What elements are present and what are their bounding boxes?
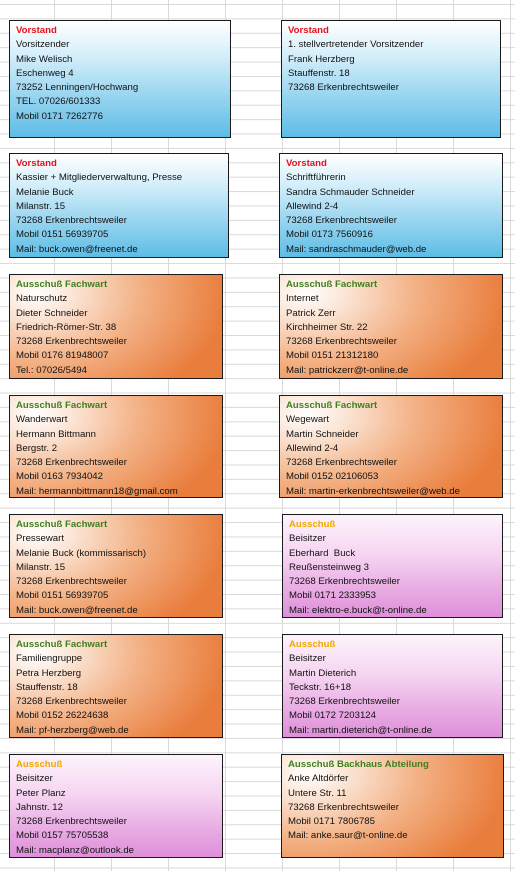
card-phone: TEL. 07026/601333 (16, 96, 101, 108)
card-heading: Vorstand (16, 158, 57, 169)
contact-card-kassier (9, 153, 229, 258)
card-mobile: Mobil 0176 81948007 (16, 350, 109, 362)
card-street: Kirchheimer Str. 22 (286, 321, 368, 333)
card-heading: Ausschuß (16, 759, 63, 770)
card-name: Martin Dieterich (289, 667, 357, 679)
card-street: Jahnstr. 12 (16, 801, 63, 813)
contact-card-wegewart (279, 395, 503, 498)
card-mobile: Mobil 0171 7262776 (16, 110, 103, 122)
card-street: Eschenweg 4 (16, 67, 74, 79)
card-name: Melanie Buck (kommissarisch) (16, 547, 147, 559)
card-email[interactable]: Mail: hermannbittmann18@gmail.com (16, 485, 178, 497)
card-street: Stauffenstr. 18 (16, 681, 78, 693)
contact-card-internet (279, 274, 503, 379)
card-heading: Ausschuß Fachwart (286, 400, 378, 411)
card-city: 73268 Erkenbrechtsweiler (286, 215, 397, 227)
contact-card-vorsitzender (9, 20, 231, 138)
card-email[interactable]: Mail: buck.owen@freenet.de (16, 604, 138, 616)
card-email[interactable]: Mail: pf-herzberg@web.de (16, 724, 129, 736)
card-heading: Vorstand (288, 25, 329, 36)
card-mobile: Mobil 0172 7203124 (289, 710, 376, 722)
card-name: Sandra Schmauder Schneider (286, 186, 415, 198)
card-heading: Ausschuß Fachwart (16, 400, 108, 411)
card-mobile: Mobil 0152 26224638 (16, 710, 109, 722)
card-role: Familiengruppe (16, 653, 83, 665)
card-city: 73268 Erkenbrechtsweiler (16, 336, 127, 348)
card-city: 73268 Erkenbrechtsweiler (288, 82, 399, 94)
card-street: Untere Str. 11 (288, 787, 347, 799)
card-name: Anke Altdörfer (288, 773, 349, 785)
card-role: 1. stellvertretender Vorsitzender (288, 39, 424, 51)
card-name: Dieter Schneider (16, 307, 88, 319)
contact-card-backhaus (281, 754, 504, 858)
card-street: Milanstr. 15 (16, 200, 66, 212)
card-street: Allewind 2-4 (286, 442, 339, 454)
card-role: Beisitzer (289, 533, 326, 545)
contact-card-beisitzer-planz (9, 754, 223, 858)
card-city: 73268 Erkenbrechtsweiler (16, 816, 127, 828)
card-email[interactable]: Mail: anke.saur@t-online.de (288, 830, 408, 842)
card-street: Bergstr. 2 (16, 442, 58, 454)
card-role: Schriftführerin (286, 172, 346, 184)
card-name: Melanie Buck (16, 186, 74, 198)
card-city: 73268 Erkenbrechtsweiler (16, 576, 127, 588)
card-heading: Ausschuß (289, 519, 336, 530)
card-city: 73268 Erkenbrechtsweiler (288, 801, 399, 813)
contact-card-wanderwart (9, 395, 223, 498)
card-heading: Ausschuß Fachwart (286, 279, 378, 290)
card-role: Internet (286, 293, 319, 305)
card-heading: Vorstand (286, 158, 327, 169)
card-mobile: Mobil 0163 7934042 (16, 471, 103, 483)
card-mobile: Mobil 0151 56939705 (16, 590, 109, 602)
card-city: 73268 Erkenbrechtsweiler (289, 696, 400, 708)
card-city: 73268 Erkenbrechtsweiler (286, 336, 397, 348)
card-email[interactable]: Mail: martin-erkenbrechtsweiler@web.de (286, 485, 460, 497)
card-heading: Vorstand (16, 25, 57, 36)
card-phone: Tel.: 07026/5494 (16, 364, 87, 376)
card-heading: Ausschuß Backhaus Abteilung (288, 759, 429, 770)
card-street: Reußensteinweg 3 (289, 561, 369, 573)
card-role: Wegewart (286, 414, 330, 426)
card-mobile: Mobil 0173 7560916 (286, 229, 373, 241)
card-street: Stauffenstr. 18 (288, 67, 350, 79)
card-name: Petra Herzberg (16, 667, 82, 679)
card-mobile: Mobil 0171 2333953 (289, 590, 376, 602)
card-city: 73268 Erkenbrechtsweiler (16, 696, 127, 708)
card-name: Mike Welisch (16, 53, 73, 65)
card-role: Vorsitzender (16, 39, 70, 51)
card-role: Naturschutz (16, 293, 68, 305)
card-mobile: Mobil 0151 56939705 (16, 229, 109, 241)
card-mobile: Mobil 0171 7806785 (288, 816, 375, 828)
card-name: Peter Planz (16, 787, 66, 799)
card-city: 73252 Lenningen/Hochwang (16, 82, 139, 94)
card-name: Hermann Bittmann (16, 428, 96, 440)
card-email[interactable]: Mail: macplanz@outlook.de (16, 844, 134, 856)
card-heading: Ausschuß (289, 639, 336, 650)
card-city: 73268 Erkenbrechtsweiler (16, 215, 127, 227)
card-role: Kassier + Mitgliederverwaltung, Presse (16, 172, 183, 184)
card-mobile: Mobil 0151 21312180 (286, 350, 379, 362)
card-city: 73268 Erkenbrechtsweiler (286, 457, 397, 469)
card-mobile: Mobil 0152 02106053 (286, 471, 379, 483)
card-role: Wanderwart (16, 414, 68, 426)
card-name: Frank Herzberg (288, 53, 355, 65)
contact-card-familiengruppe (9, 634, 223, 738)
card-role: Beisitzer (16, 773, 53, 785)
card-email[interactable]: Mail: martin.dieterich@t-online.de (289, 724, 433, 736)
contact-card-pressewart (9, 514, 223, 618)
contact-card-naturschutz (9, 274, 223, 379)
card-heading: Ausschuß Fachwart (16, 639, 108, 650)
contact-card-stellvertreter (281, 20, 501, 138)
card-name: Patrick Zerr (286, 307, 336, 319)
card-street: Teckstr. 16+18 (289, 681, 352, 693)
contact-card-beisitzer-buck (282, 514, 503, 618)
card-email[interactable]: Mail: patrickzerr@t-online.de (286, 364, 409, 376)
card-role: Beisitzer (289, 653, 326, 665)
card-name: Eberhard Buck (289, 547, 356, 559)
card-heading: Ausschuß Fachwart (16, 519, 108, 530)
card-name: Martin Schneider (286, 428, 359, 440)
contact-card-schriftfuehrerin (279, 153, 503, 258)
card-street: Allewind 2-4 (286, 200, 339, 212)
card-email[interactable]: Mail: elektro-e.buck@t-online.de (289, 604, 427, 616)
card-email[interactable]: Mail: buck.owen@freenet.de (16, 243, 138, 255)
card-heading: Ausschuß Fachwart (16, 279, 108, 290)
contact-card-beisitzer-dieterich (282, 634, 503, 738)
card-mobile: Mobil 0157 75705538 (16, 830, 109, 842)
card-street: Milanstr. 15 (16, 561, 66, 573)
card-city: 73268 Erkenbrechtsweiler (289, 576, 400, 588)
card-city: 73268 Erkenbrechtsweiler (16, 457, 127, 469)
card-role: Pressewart (16, 533, 64, 545)
card-street: Friedrich-Römer-Str. 38 (16, 321, 117, 333)
card-email[interactable]: Mail: sandraschmauder@web.de (286, 243, 427, 255)
